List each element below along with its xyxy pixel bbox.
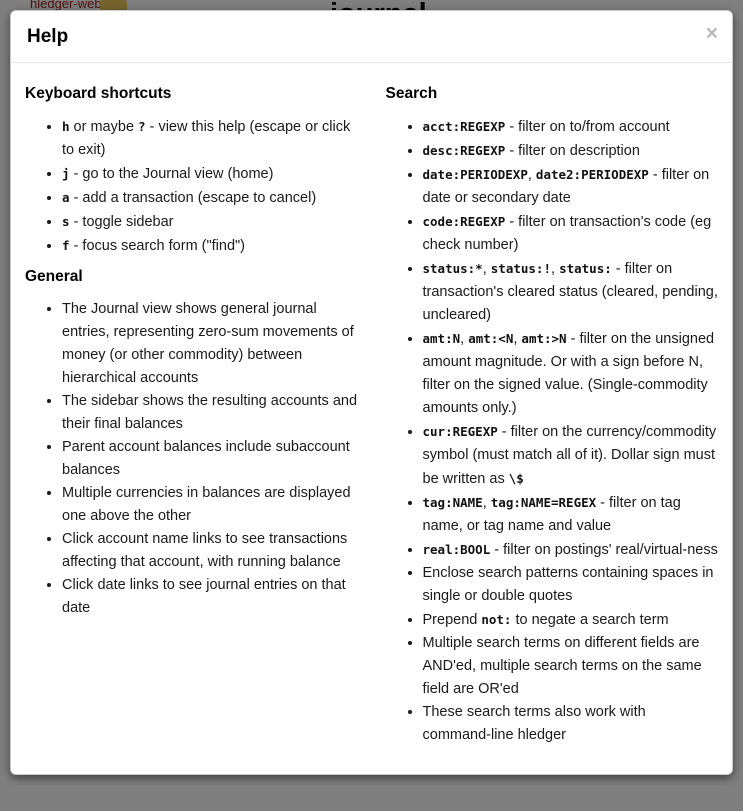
text-span: - filter on tag name, or tag name and value	[422, 494, 681, 534]
code-span: code:REGEXP	[422, 213, 506, 229]
text-span: ,	[482, 260, 491, 277]
list-item	[423, 608, 719, 632]
text-span: - toggle sidebar	[69, 213, 174, 230]
code-span: h	[62, 118, 70, 134]
code-span: amt:>N	[521, 330, 567, 346]
list-item	[423, 210, 719, 257]
text-span: - view this help (escape or click to exit)	[62, 118, 351, 158]
code-span: tag:NAME=REGEX	[490, 494, 597, 510]
text-span: Parent account balances include subaccount balances	[62, 438, 350, 478]
text-span: Click account name links to see transactions affecting that account, with running balance	[62, 530, 348, 570]
text-span: - filter on description	[505, 142, 640, 159]
code-span: ?	[138, 118, 146, 134]
text-span: - go to the Journal view (home)	[69, 165, 274, 182]
list-item	[62, 528, 358, 574]
list-item	[423, 632, 719, 701]
code-span: real:BOOL	[422, 541, 491, 557]
keyboard-shortcuts-list	[25, 115, 358, 258]
text-span: The Journal view shows general journal entries, representing zero-sum movements of money (or other commodity) between hierarchical accounts	[62, 300, 354, 386]
list-item	[62, 482, 358, 528]
text-span: - filter on the currency/commodity symbol (must match all of it). Dollar sign must be written as	[422, 423, 717, 487]
text-span: Multiple currencies in balances are displayed one above the other	[62, 484, 351, 524]
code-span: date2:PERIODEXP	[535, 166, 649, 182]
section-heading-general: General	[25, 267, 83, 285]
text-span: ,	[551, 260, 560, 277]
text-span: ,	[527, 166, 536, 183]
search-list	[386, 115, 719, 747]
list-item	[423, 491, 719, 538]
list-item	[62, 115, 358, 162]
code-span: amt:N	[422, 330, 461, 346]
list-item	[423, 139, 719, 163]
text-span: - add a transaction (escape to cancel)	[69, 189, 317, 206]
list-item	[423, 701, 719, 747]
text-span: - filter on transaction's cleared status (cleared, pending, uncleared)	[422, 260, 718, 323]
text-span: The sidebar shows the resulting accounts and their final balances	[62, 392, 358, 432]
text-span: These search terms also work with command-line hledger	[422, 703, 646, 743]
text-span: - filter on postings' real/virtual-ness	[490, 541, 718, 558]
code-span: f	[62, 237, 70, 253]
text-span: - filter on to/from account	[505, 118, 670, 135]
list-item	[62, 162, 358, 186]
text-span: - filter on transaction's code (eg check number)	[422, 213, 712, 253]
code-span: cur:REGEXP	[422, 423, 498, 439]
list-item	[62, 436, 358, 482]
code-span: j	[62, 165, 70, 181]
code-span: status:!	[490, 260, 551, 276]
list-item	[423, 562, 719, 608]
list-item	[423, 538, 719, 562]
section-heading-search: Search	[385, 84, 438, 102]
text-span: Multiple search terms on different fields are AND'ed, multiple search terms on the same field are OR'ed	[422, 634, 702, 697]
left-column	[11, 75, 372, 756]
help-modal	[10, 10, 733, 775]
modal-title: Help	[27, 26, 69, 47]
modal-header	[11, 11, 732, 63]
text-span: Click date links to see journal entries on that date	[62, 576, 346, 616]
code-span: not:	[481, 611, 512, 627]
list-item	[62, 210, 358, 234]
modal-body	[11, 63, 732, 774]
list-item	[423, 327, 719, 420]
text-span: ,	[482, 494, 491, 511]
code-span: status:	[559, 260, 612, 276]
general-list	[25, 298, 358, 620]
section-heading-keyboard-shortcuts: Keyboard shortcuts	[25, 84, 172, 102]
code-span: a	[62, 189, 70, 205]
text-span: ,	[513, 330, 522, 347]
code-span: s	[62, 213, 70, 229]
text-span: - filter on the unsigned amount magnitude. Or with a sign before N, filter on the signed value. (Single-commodity amounts only.)	[422, 330, 715, 416]
list-item	[423, 163, 719, 210]
list-item	[62, 390, 358, 436]
text-span: Enclose search patterns containing spaces in single or double quotes	[422, 564, 714, 604]
code-span: \$	[508, 470, 524, 486]
text-span: - filter on date or secondary date	[422, 166, 710, 206]
list-item	[62, 298, 358, 390]
list-item	[423, 257, 719, 327]
text-span: Prepend	[422, 611, 482, 628]
code-span: acct:REGEXP	[422, 118, 506, 134]
list-item	[423, 115, 719, 139]
text-span: - focus search form ("find")	[69, 237, 246, 254]
close-button[interactable]	[706, 23, 718, 44]
close-icon: ×	[705, 22, 718, 45]
code-span: date:PERIODEXP	[422, 166, 528, 182]
text-span: to negate a search term	[511, 611, 669, 628]
code-span: tag:NAME	[422, 494, 483, 510]
code-span: desc:REGEXP	[422, 142, 506, 158]
code-span: status:*	[422, 260, 483, 276]
text-span: or maybe	[69, 118, 139, 135]
list-item	[62, 186, 358, 210]
list-item	[423, 420, 719, 491]
right-column	[372, 75, 733, 756]
list-item	[62, 574, 358, 620]
text-span: ,	[460, 330, 469, 347]
code-span: amt:<N	[468, 330, 514, 346]
list-item	[62, 234, 358, 258]
